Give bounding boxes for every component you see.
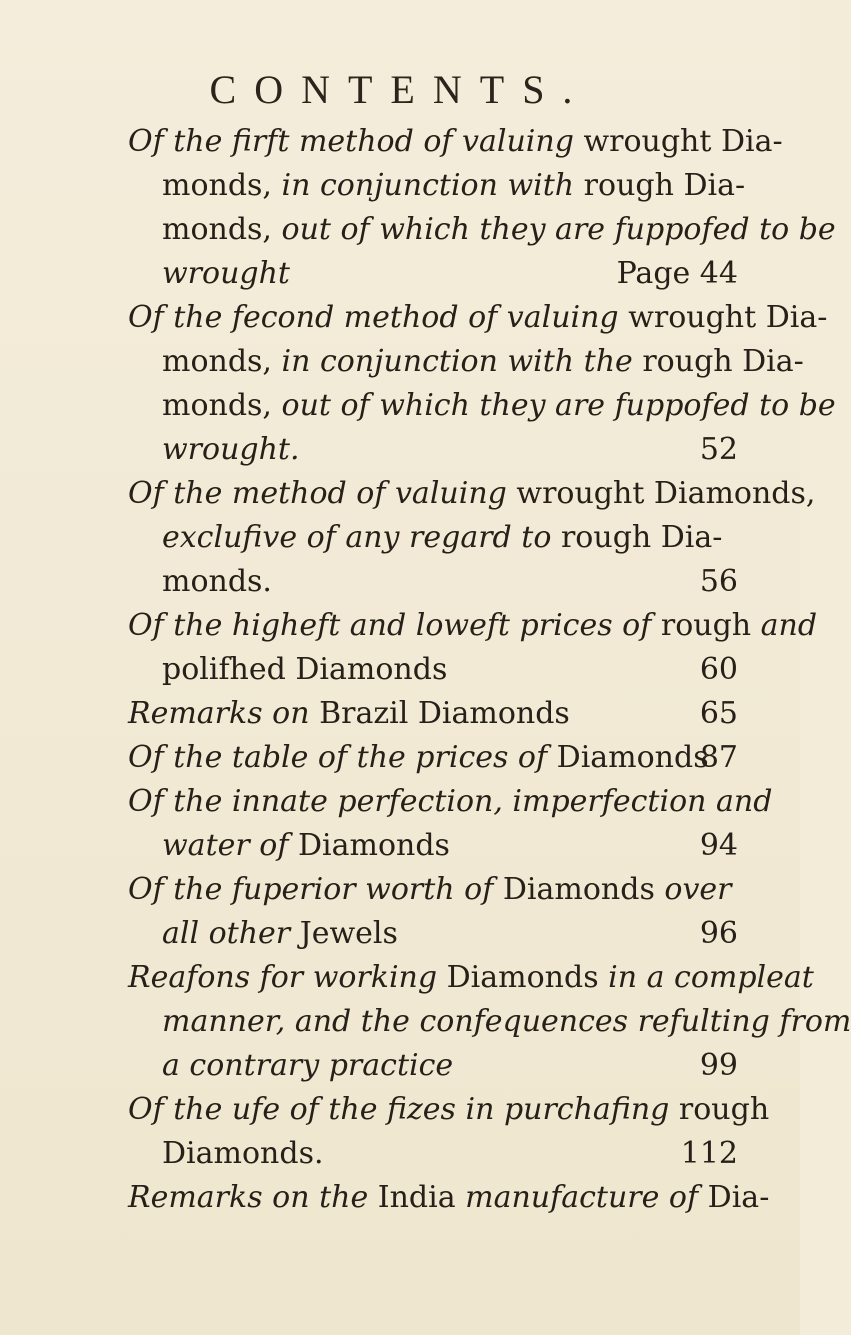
entry-text: rough Dia-: [583, 168, 746, 203]
entry-text: rough Dia-: [560, 520, 723, 555]
entry-text: manner, and the confequences refulting from: [162, 1004, 851, 1039]
entry-text: Dia-: [707, 1180, 770, 1215]
entry-text: India: [377, 1180, 456, 1215]
entry-text: in conjunction with: [281, 168, 575, 203]
entry-text: and: [760, 608, 818, 643]
toc-entry: [128, 736, 738, 780]
entry-text: the: [319, 1180, 369, 1215]
entry-text: Of the fecond method of valuing: [128, 300, 619, 335]
toc-entry: [128, 1088, 770, 1176]
entry-text: Remarks on: [128, 696, 310, 731]
entry-text: Of the higheft and loweft prices of: [128, 608, 652, 643]
page-number: 65: [699, 696, 738, 731]
entry-text: Of the method of valuing: [128, 476, 507, 511]
entry-text: monds.: [162, 564, 272, 599]
toc-entry: [128, 472, 816, 604]
page-number: 96: [699, 916, 738, 951]
entry-text: Remarks on: [128, 1180, 310, 1215]
toc-entry: [128, 780, 773, 868]
entry-text: Reafons for working: [128, 960, 438, 995]
entry-text: all other: [162, 916, 291, 951]
entry-text: Of the fuperior worth of: [128, 872, 494, 907]
page-number: 112: [680, 1136, 738, 1171]
entry-text: manufacture of: [465, 1180, 699, 1215]
toc-entry: [128, 692, 738, 736]
entry-text: Brazil Diamonds: [319, 696, 570, 731]
toc-entry: [128, 868, 738, 956]
toc-entry: [128, 296, 836, 472]
entry-text: rough Dia-: [642, 344, 804, 379]
page-number: 60: [699, 652, 738, 687]
entry-text: in conjunction with the: [281, 344, 633, 379]
toc-entry: [128, 604, 818, 692]
toc-entry: [128, 120, 836, 296]
entry-text: monds,: [162, 168, 272, 203]
entry-text: wrought Dia-: [583, 124, 783, 159]
entry-text: water of: [162, 828, 289, 863]
toc-entry: [128, 1176, 770, 1220]
entry-text: Diamonds: [297, 828, 450, 863]
entry-text: wrought Dia-: [628, 300, 828, 335]
entry-text: exclufive of any regard to: [162, 520, 552, 555]
entry-text: out of which they are fuppofed to be: [281, 388, 836, 423]
page-number: 87: [699, 740, 738, 775]
entry-text: wrought Diamonds,: [516, 476, 816, 511]
entry-text: over: [664, 872, 732, 907]
entry-text: out of which they are fuppofed to be: [281, 212, 836, 247]
toc-entry: [128, 956, 851, 1088]
entry-text: wrought.: [162, 432, 300, 467]
entry-text: monds,: [162, 344, 272, 379]
page-number: 52: [699, 432, 738, 467]
entry-text: Diamonds.: [162, 1136, 324, 1171]
entry-text: Diamonds: [446, 960, 599, 995]
entry-text: Diamonds: [556, 740, 709, 775]
page-heading: CONTENTS.: [209, 67, 591, 112]
entry-text: wrought: [162, 256, 290, 291]
entry-text: rough: [660, 608, 752, 643]
page-number: 56: [699, 564, 738, 599]
entry-text: Jewels: [299, 916, 398, 951]
entry-text: polifhed Diamonds: [162, 652, 448, 687]
entry-text: Of the table of the prices of: [128, 740, 548, 775]
page-number: Page 44: [616, 256, 738, 291]
entry-text: rough: [678, 1092, 770, 1127]
page-number: 99: [699, 1048, 738, 1083]
page-number: 94: [699, 828, 738, 863]
entry-text: in a compleat: [608, 960, 814, 995]
entry-text: a contrary practice: [162, 1048, 454, 1083]
entry-text: Of the firft method of valuing: [128, 124, 574, 159]
entry-text: monds,: [162, 388, 272, 423]
entry-text: Of the ufe of the fizes in purchafing: [128, 1092, 670, 1127]
entry-text: Diamonds: [502, 872, 655, 907]
entry-text: Of the innate perfection, imperfection and: [128, 784, 773, 819]
entry-text: monds,: [162, 212, 272, 247]
